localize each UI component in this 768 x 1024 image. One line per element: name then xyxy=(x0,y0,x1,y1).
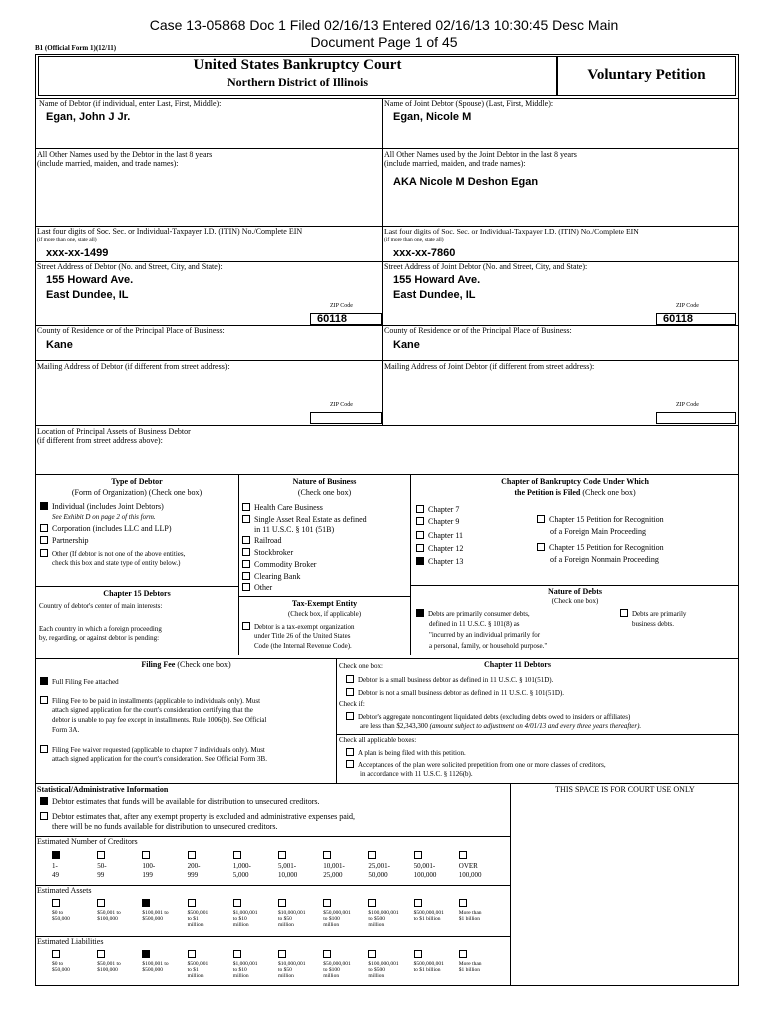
joint-mailing-zip-label: ZIP Code xyxy=(676,402,699,408)
nature-business-sub: (Check one box) xyxy=(297,488,352,497)
tax-exempt-title: Tax-Exempt Entity xyxy=(291,599,358,608)
business-clearing-bank[interactable]: Clearing Bank xyxy=(242,572,300,581)
assets-option-7-label: to $500 xyxy=(368,916,386,922)
partnership-checkbox[interactable] xyxy=(40,536,48,544)
creditors-option-4-label: 1,000- xyxy=(232,862,251,870)
joint-ssn[interactable]: xxx-xx-7860 xyxy=(393,247,456,259)
case-stamp-line2: Document Page 1 of 45 xyxy=(310,34,458,50)
assets-option-4-label: $1,000,001 xyxy=(232,910,258,916)
creditors-option-1-checkbox[interactable] xyxy=(97,851,105,859)
other-business-checkbox[interactable] xyxy=(242,583,250,591)
assets-option-5-label: $10,000,001 xyxy=(278,910,306,916)
liabilities-option-8-checkbox[interactable] xyxy=(414,950,422,958)
creditors-option-7-label: 50,000 xyxy=(368,871,388,879)
ch11-not-small[interactable]: Debtor is not a small business debtor as defined in 11 U.S.C. § 101(51D). xyxy=(346,688,564,697)
clearing-bank-checkbox[interactable] xyxy=(242,572,250,580)
nature-business-title: Nature of Business xyxy=(292,477,357,486)
liabilities-option-5-label: to $50 xyxy=(278,967,292,973)
tax-exempt-option[interactable]: Debtor is a tax-exempt organization xyxy=(242,622,355,631)
fee-full[interactable]: Full Filing Fee attached xyxy=(40,677,119,686)
individual-checkbox[interactable] xyxy=(40,502,48,510)
debts-consumer[interactable]: Debts are primarily consumer debts, xyxy=(416,609,530,618)
assets-option-2-checkbox[interactable] xyxy=(142,899,150,907)
corporation-checkbox[interactable] xyxy=(40,524,48,532)
assets-option-6-checkbox[interactable] xyxy=(323,899,331,907)
joint-mailing-label: Mailing Address of Joint Debtor (if different from street address): xyxy=(384,362,595,371)
assets-option-1-label: $50,001 to xyxy=(97,910,121,916)
debtor-other-names-label: All Other Names used by the Debtor in the last 8 years xyxy=(37,150,213,159)
location-label: Location of Principal Assets of Business Debtor xyxy=(37,427,191,436)
debtor-zip-box[interactable] xyxy=(310,313,382,325)
debtor-ssn[interactable]: xxx-xx-1499 xyxy=(46,247,109,259)
creditors-option-9-label: 100,000 xyxy=(458,871,482,879)
type-other[interactable]: Other (If debtor is not one of the above entities, xyxy=(40,549,185,558)
debtor-street-label: Street Address of Debtor (No. and Street, City, and State): xyxy=(37,262,223,271)
court-title: United States Bankruptcy Court xyxy=(193,57,402,73)
debts-business-2: business debts. xyxy=(632,620,674,628)
liabilities-option-4-label: $1,000,001 xyxy=(232,961,258,967)
chapter-9-checkbox[interactable] xyxy=(416,517,424,525)
railroad-checkbox[interactable] xyxy=(242,536,250,544)
fee-waiver-2: attach signed application for the court's consideration. See Official Form 3B. xyxy=(52,755,267,763)
fee-installments-3: debtor is unable to pay fee except in installments. Rule 1006(b). See Official xyxy=(52,716,267,724)
debtor-name-label: Name of Debtor (if individual, enter Last, First, Middle): xyxy=(39,99,222,108)
type-partnership[interactable]: Partnership xyxy=(40,536,88,545)
joint-street1[interactable]: 155 Howard Ave. xyxy=(393,274,481,286)
ch15-country-label: Country of debtor's center of main interests: xyxy=(39,602,163,610)
creditors-option-4-label: 5,000 xyxy=(232,871,249,879)
full-fee-checkbox[interactable] xyxy=(40,677,48,685)
creditors-option-6-checkbox[interactable] xyxy=(323,851,331,859)
creditors-option-5-label: 5,001- xyxy=(278,862,297,870)
assets-option-7-checkbox[interactable] xyxy=(368,899,376,907)
chapter-15-nonmain[interactable]: Chapter 15 Petition for Recognition xyxy=(537,543,664,552)
debtor-ssn-label: Last four digits of Soc. Sec. or Individual-Taxpayer I.D. (ITIN) No./Complete EIN xyxy=(37,227,303,236)
liabilities-option-7-label: to $500 xyxy=(368,967,386,973)
court-use-label: THIS SPACE IS FOR COURT USE ONLY xyxy=(555,785,695,794)
ch11-check-if: Check if: xyxy=(339,700,365,708)
chapter-13[interactable]: Chapter 13 xyxy=(416,557,463,566)
chapter-9[interactable]: Chapter 9 xyxy=(416,517,459,526)
joint-name[interactable]: Egan, Nicole M xyxy=(393,111,472,123)
assets-option-8-label: $500,000,001 xyxy=(413,910,444,916)
nature-debts-sub: (Check one box) xyxy=(551,597,599,605)
debtor-zip-label: ZIP Code xyxy=(330,303,353,309)
assets-option-3-checkbox[interactable] xyxy=(188,899,196,907)
creditors-option-7-checkbox[interactable] xyxy=(368,851,376,859)
joint-ssn-sub: (if more than one, state all) xyxy=(384,237,444,243)
court-district: Northern District of Illinois xyxy=(227,75,368,89)
assets-option-2-label: $100,001 to xyxy=(142,910,169,916)
debtor-county[interactable]: Kane xyxy=(46,339,73,351)
chapter-11-checkbox[interactable] xyxy=(416,531,424,539)
liabilities-option-4-label: million xyxy=(232,973,249,979)
form-id: B1 (Official Form 1)(12/11) xyxy=(35,44,117,52)
business-debts-checkbox[interactable] xyxy=(620,609,628,617)
liabilities-option-5-label: million xyxy=(278,973,294,979)
liabilities-option-5-label: $10,000,001 xyxy=(278,961,306,967)
creditors-option-6-label: 10,001- xyxy=(323,862,345,870)
fee-installments-4: Form 3A. xyxy=(52,726,80,734)
liabilities-option-1-label: $50,001 to xyxy=(97,961,121,967)
aggregate-checkbox[interactable] xyxy=(346,712,354,720)
creditors-option-8-checkbox[interactable] xyxy=(414,851,422,859)
liabilities-label: Estimated Liabilities xyxy=(37,937,104,946)
debtor-zip: 60118 xyxy=(317,313,347,325)
chapter-15-main[interactable]: Chapter 15 Petition for Recognition xyxy=(537,515,664,524)
assets-option-5-checkbox[interactable] xyxy=(278,899,286,907)
ch15-debtors-title: Chapter 15 Debtors xyxy=(103,589,171,598)
creditors-option-3-label: 200- xyxy=(187,862,201,870)
liabilities-option-4-label: to $10 xyxy=(232,967,247,973)
creditors-option-8-label: 50,001- xyxy=(413,862,436,870)
debts-consumer-3: "incurred by an individual primarily for xyxy=(429,631,541,639)
ch11-small[interactable]: Debtor is a small business debtor as defined in 11 U.S.C. § 101(51D). xyxy=(346,675,553,684)
creditors-option-2-checkbox[interactable] xyxy=(142,851,150,859)
liabilities-option-8-label: $500,000,001 xyxy=(413,961,444,967)
joint-name-label: Name of Joint Debtor (Spouse) (Last, First, Middle): xyxy=(384,99,554,108)
assets-option-4-checkbox[interactable] xyxy=(233,899,241,907)
liabilities-option-1-label: $100,000 xyxy=(97,967,118,973)
stat-no-funds-2: there will be no funds available for distribution to unsecured creditors. xyxy=(52,822,278,831)
tax-exempt-checkbox[interactable] xyxy=(242,622,250,630)
creditors-option-1-label: 99 xyxy=(97,871,105,879)
business-single-asset[interactable]: Single Asset Real Estate as defined xyxy=(242,515,367,524)
type-debtor-title: Type of Debtor xyxy=(111,477,163,486)
assets-option-9-label: $1 billion xyxy=(458,916,481,922)
ch11-check-one: Check one box: xyxy=(339,662,383,670)
joint-county-label: County of Residence or of the Principal Place of Business: xyxy=(384,326,572,335)
creditors-option-9-checkbox[interactable] xyxy=(459,851,467,859)
small-business-checkbox[interactable] xyxy=(346,675,354,683)
type-corporation[interactable]: Corporation (includes LLC and LLP) xyxy=(40,524,172,533)
stockbroker-checkbox[interactable] xyxy=(242,548,250,556)
liabilities-option-5-checkbox[interactable] xyxy=(278,950,286,958)
ch15-each-label: Each country in which a foreign proceeding xyxy=(39,625,162,633)
waiver-checkbox[interactable] xyxy=(40,745,48,753)
chapter-15-nonmain-checkbox[interactable] xyxy=(537,543,545,551)
liabilities-option-6-label: to $100 xyxy=(323,967,340,973)
chapter-13-checkbox[interactable] xyxy=(416,557,424,565)
assets-option-6-label: $50,000,001 xyxy=(323,910,351,916)
liabilities-option-7-label: $100,000,001 xyxy=(368,961,399,967)
assets-option-3-label: to $1 xyxy=(187,916,199,922)
chapter-12[interactable]: Chapter 12 xyxy=(416,544,463,553)
joint-zip-label: ZIP Code xyxy=(676,303,699,309)
debtor-street1[interactable]: 155 Howard Ave. xyxy=(46,274,134,286)
single-asset-checkbox[interactable] xyxy=(242,515,250,523)
joint-county[interactable]: Kane xyxy=(393,339,420,351)
type-individual[interactable]: Individual (includes Joint Debtors) xyxy=(40,502,164,511)
debts-business[interactable]: Debts are primarily xyxy=(620,609,686,618)
not-small-business-checkbox[interactable] xyxy=(346,688,354,696)
liabilities-option-0-checkbox[interactable] xyxy=(52,950,60,958)
creditors-option-5-label: 10,000 xyxy=(278,871,298,879)
liabilities-option-3-label: million xyxy=(187,973,204,979)
ch15-each-label2: by, regarding, or against debtor is pending: xyxy=(39,634,160,642)
joint-other-names[interactable]: AKA Nicole M Deshon Egan xyxy=(393,176,539,188)
ch11-check-all: Check all applicable boxes: xyxy=(339,736,417,744)
business-single-asset-2: in 11 U.S.C. § 101 (51B) xyxy=(254,525,335,534)
liabilities-option-7-checkbox[interactable] xyxy=(368,950,376,958)
stat-no-funds[interactable]: Debtor estimates that, after any exempt property is excluded and administrative expenses paid, xyxy=(40,812,355,821)
assets-label: Estimated Assets xyxy=(37,886,92,895)
liabilities-option-2-label: $100,001 to xyxy=(142,961,169,967)
creditors-option-2-label: 100- xyxy=(142,862,156,870)
creditors-option-3-label: 999 xyxy=(187,871,199,879)
location-label2: (if different from street address above): xyxy=(37,436,163,445)
debtor-street2[interactable]: East Dundee, IL xyxy=(46,289,129,301)
assets-option-1-label: $100,000 xyxy=(97,916,118,922)
chapter-15-main-checkbox[interactable] xyxy=(537,515,545,523)
statistical-title: Statistical/Administrative Information xyxy=(37,785,169,794)
joint-zip-box[interactable] xyxy=(656,313,736,325)
assets-option-6-label: million xyxy=(323,922,340,928)
debtor-ssn-sub: (if more than one, state all) xyxy=(37,237,97,243)
tax-exempt-sub: (Check box, if applicable) xyxy=(287,610,362,618)
debtor-name[interactable]: Egan, John J Jr. xyxy=(46,111,131,123)
chapter-7-checkbox[interactable] xyxy=(416,505,424,513)
assets-option-7-label: $100,000,001 xyxy=(368,910,399,916)
joint-street2[interactable]: East Dundee, IL xyxy=(393,289,476,301)
other-type-checkbox[interactable] xyxy=(40,549,48,557)
creditors-option-3-checkbox[interactable] xyxy=(188,851,196,859)
chapter-15-main-2: of a Foreign Main Proceeding xyxy=(550,527,646,536)
liabilities-option-9-label: More than xyxy=(458,961,482,967)
business-commodity[interactable]: Commodity Broker xyxy=(242,560,316,569)
assets-option-8-checkbox[interactable] xyxy=(414,899,422,907)
consumer-debts-checkbox[interactable] xyxy=(416,609,424,617)
assets-option-3-label: million xyxy=(187,922,204,928)
acceptances-checkbox[interactable] xyxy=(346,760,354,768)
ch11-aggregate-2: are less than $2,343,300 (amount subject to adjustment on 4/01/13 and every three years thereafter). xyxy=(360,722,642,730)
creditors-option-0-checkbox[interactable] xyxy=(52,851,60,859)
creditors-option-0-label: 49 xyxy=(52,871,59,879)
creditors-option-2-label: 199 xyxy=(142,871,153,879)
chapter-7[interactable]: Chapter 7 xyxy=(416,505,459,514)
ch11-acceptances-2: in accordance with 11 U.S.C. § 1126(b). xyxy=(360,770,473,778)
creditors-option-7-label: 25,001- xyxy=(368,862,390,870)
liabilities-option-6-checkbox[interactable] xyxy=(323,950,331,958)
debtor-other-names-label2: (include married, maiden, and trade names): xyxy=(37,159,179,168)
creditors-option-5-checkbox[interactable] xyxy=(278,851,286,859)
fee-installments[interactable]: Filing Fee to be paid in installments (applicable to individuals only). Must xyxy=(40,696,260,705)
assets-option-0-checkbox[interactable] xyxy=(52,899,60,907)
assets-option-2-label: $500,000 xyxy=(142,916,164,922)
funds-available-checkbox[interactable] xyxy=(40,797,48,805)
filing-fee-title: Filing Fee (Check one box) xyxy=(141,660,231,669)
debtor-county-label: County of Residence or of the Principal Place of Business: xyxy=(37,326,225,335)
commodity-checkbox[interactable] xyxy=(242,560,250,568)
debtor-mailing-zip-box[interactable] xyxy=(310,412,382,424)
tax-exempt-line2: under Title 26 of the United States xyxy=(254,632,351,640)
liabilities-option-1-checkbox[interactable] xyxy=(97,950,105,958)
stat-funds[interactable]: Debtor estimates that funds will be available for distribution to unsecured creditors. xyxy=(40,797,319,806)
liabilities-option-9-label: $1 billion xyxy=(458,967,481,973)
creditors-option-6-label: 25,000 xyxy=(323,871,343,879)
liabilities-option-4-checkbox[interactable] xyxy=(233,950,241,958)
business-stockbroker[interactable]: Stockbroker xyxy=(242,548,293,557)
creditors-option-0-label: 1- xyxy=(52,862,58,870)
creditors-label: Estimated Number of Creditors xyxy=(37,837,138,846)
joint-other-names-label: All Other Names used by the Joint Debtor in the last 8 years xyxy=(384,150,577,159)
joint-street-label: Street Address of Joint Debtor (No. and Street, City, and State): xyxy=(384,262,588,271)
nature-debts-title: Nature of Debts xyxy=(547,587,603,596)
no-funds-checkbox[interactable] xyxy=(40,812,48,820)
type-individual-note: See Exhibit D on page 2 of this form. xyxy=(52,513,156,521)
liabilities-option-6-label: $50,000,001 xyxy=(323,961,351,967)
creditors-option-1-label: 50- xyxy=(97,862,107,870)
creditors-option-9-label: OVER xyxy=(458,862,478,870)
assets-option-4-label: to $10 xyxy=(232,916,247,922)
type-other-2: check this box and state type of entity below.) xyxy=(52,559,181,567)
chapter-title: Chapter of Bankruptcy Code Under Which xyxy=(501,477,649,486)
installments-checkbox[interactable] xyxy=(40,696,48,704)
business-other[interactable]: Other xyxy=(242,583,272,592)
chapter-11[interactable]: Chapter 11 xyxy=(416,531,463,540)
business-health-care[interactable]: Health Care Business xyxy=(242,503,323,512)
assets-option-4-label: million xyxy=(232,922,249,928)
assets-option-0-label: $0 to xyxy=(52,910,64,916)
assets-option-6-label: to $100 xyxy=(323,916,340,922)
debts-consumer-4: a personal, family, or household purpose." xyxy=(429,642,548,650)
creditors-option-8-label: 100,000 xyxy=(413,871,437,879)
joint-ssn-label: Last four digits of Soc. Sec. or Individual-Taxpayer I.D. (ITIN) No./Complete EIN xyxy=(384,227,639,236)
fee-installments-2: attach signed application for the court's consideration certifying that the xyxy=(52,706,253,714)
assets-option-5-label: million xyxy=(278,922,294,928)
debtor-mailing-zip-label: ZIP Code xyxy=(330,402,353,408)
type-debtor-sub: (Form of Organization) (Check one box) xyxy=(71,488,203,497)
joint-other-names-label2: (include married, maiden, and trade names): xyxy=(384,159,526,168)
assets-option-0-label: $50,000 xyxy=(52,916,70,922)
ch11-aggregate[interactable]: Debtor's aggregate noncontingent liquidated debts (excluding debts owed to insiders or affiliates) xyxy=(346,712,630,721)
joint-mailing-zip-box[interactable] xyxy=(656,412,736,424)
ch11-plan[interactable]: A plan is being filed with this petition. xyxy=(346,748,466,757)
tax-exempt-line3: Code (the Internal Revenue Code). xyxy=(254,642,352,650)
assets-option-1-checkbox[interactable] xyxy=(97,899,105,907)
assets-option-3-label: $500,001 xyxy=(187,910,209,916)
liabilities-option-0-label: $0 to xyxy=(52,961,64,967)
liabilities-option-6-label: million xyxy=(323,973,340,979)
liabilities-option-7-label: million xyxy=(368,973,385,979)
assets-option-9-label: More than xyxy=(458,910,482,916)
liabilities-option-3-label: $500,001 xyxy=(187,961,209,967)
assets-option-8-label: to $1 billion xyxy=(413,916,441,922)
fee-waiver[interactable]: Filing Fee waiver requested (applicable to chapter 7 individuals only). Must xyxy=(40,745,265,754)
debts-consumer-2: defined in 11 U.S.C. § 101(8) as xyxy=(429,620,520,628)
liabilities-option-3-label: to $1 xyxy=(187,967,199,973)
ch11-acceptances[interactable]: Acceptances of the plan were solicited prepetition from one or more classes of creditors, xyxy=(346,760,606,769)
plan-checkbox[interactable] xyxy=(346,748,354,756)
assets-option-5-label: to $50 xyxy=(278,916,292,922)
assets-option-7-label: million xyxy=(368,922,385,928)
business-railroad[interactable]: Railroad xyxy=(242,536,282,545)
petition-title: Voluntary Petition xyxy=(587,67,706,83)
debtor-mailing-label: Mailing Address of Debtor (if different from street address): xyxy=(37,362,230,371)
chapter-12-checkbox[interactable] xyxy=(416,544,424,552)
chapter-title2: the Petition is Filed (Check one box) xyxy=(514,488,636,497)
liabilities-option-2-checkbox[interactable] xyxy=(142,950,150,958)
ch11-title: Chapter 11 Debtors xyxy=(484,660,551,669)
liabilities-option-3-checkbox[interactable] xyxy=(188,950,196,958)
case-stamp-line1: Case 13-05868 Doc 1 Filed 02/16/13 Entered 02/16/13 10:30:45 Desc Main xyxy=(149,17,619,33)
chapter-15-nonmain-2: of a Foreign Nonmain Proceeding xyxy=(550,555,659,564)
liabilities-option-8-label: to $1 billion xyxy=(413,967,441,973)
creditors-option-4-checkbox[interactable] xyxy=(233,851,241,859)
liabilities-option-0-label: $50,000 xyxy=(52,967,70,973)
liabilities-option-2-label: $500,000 xyxy=(142,967,164,973)
joint-zip: 60118 xyxy=(663,313,693,325)
liabilities-option-9-checkbox[interactable] xyxy=(459,950,467,958)
health-care-checkbox[interactable] xyxy=(242,503,250,511)
assets-option-9-checkbox[interactable] xyxy=(459,899,467,907)
